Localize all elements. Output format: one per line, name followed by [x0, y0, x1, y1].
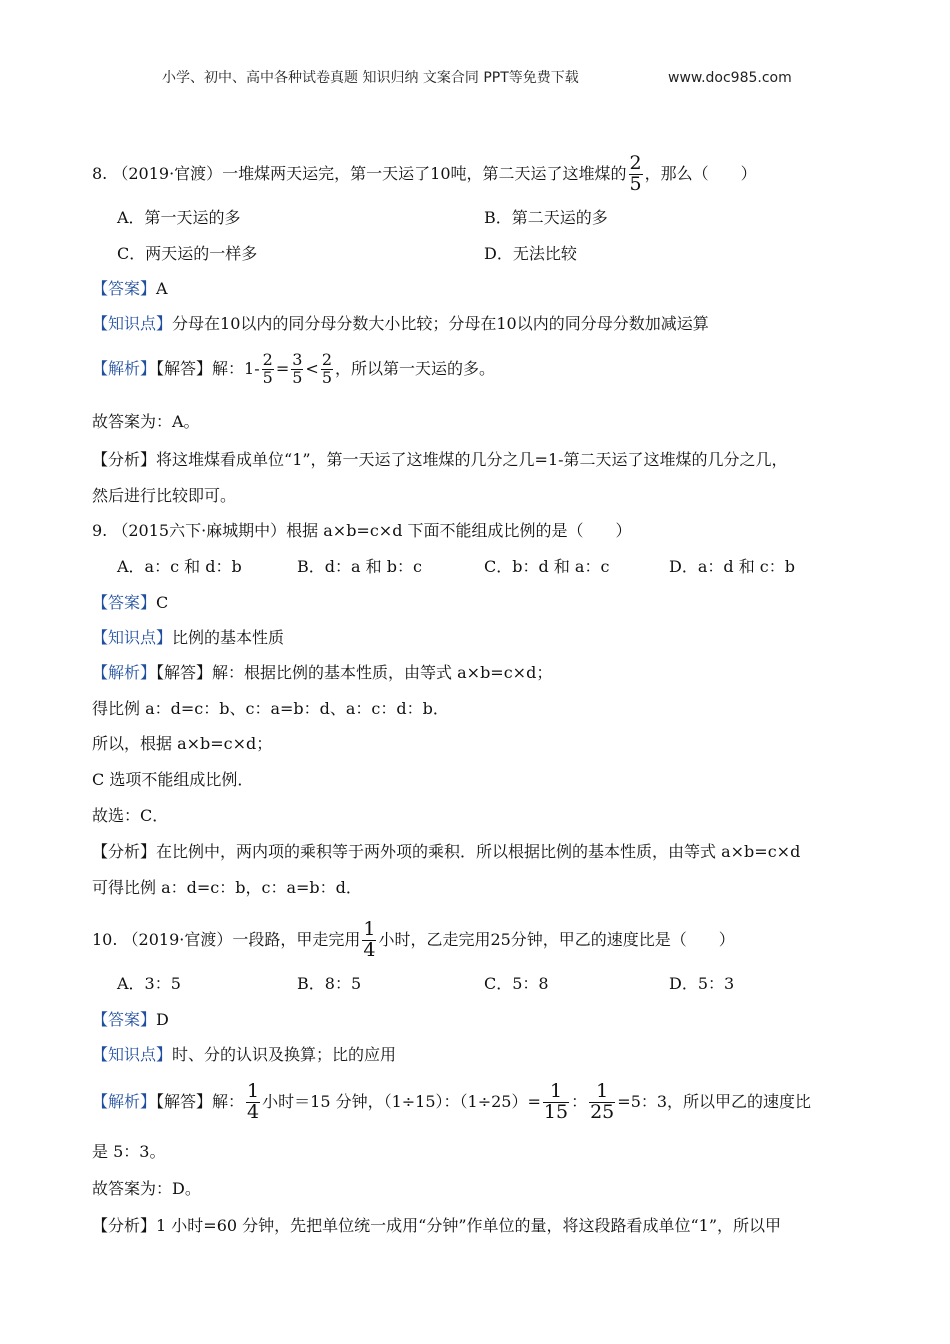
q9-answer — [92, 593, 168, 612]
q8-review-text-1: 将这堆煤看成单位“1”，第一天运了这堆煤的几分之几=1-第二天运了这堆煤的几分之几， — [156, 450, 788, 469]
answer-note-tag: 【解答】 — [156, 1091, 213, 1111]
fraction-denominator: 4 — [363, 938, 376, 961]
q9-option-c: C．b：d 和 a：c — [484, 557, 610, 576]
q8-review-line-1 — [92, 450, 788, 469]
header-url[interactable]: www.doc985.com — [668, 70, 792, 86]
fraction-denominator: 25 — [590, 1100, 615, 1123]
analysis-tag: 【解析】 — [92, 358, 157, 378]
q10-option-b: B．8：5 — [297, 974, 362, 993]
fraction-numerator: 2 — [629, 152, 642, 174]
q8-knowledge — [92, 314, 709, 333]
fraction-denominator: 4 — [247, 1100, 260, 1123]
q10-stem-text: 10. （2019·官渡）一段路，甲走完用 — [92, 929, 361, 949]
fraction-numerator: 1 — [247, 1080, 260, 1102]
q8-review-line-2: 然后进行比较即可。 — [92, 486, 237, 505]
answer-tag: 【答案】 — [92, 1010, 157, 1029]
q9-stem: 9. （2015六下·麻城期中）根据 a×b=c×d 下面不能组成比例的是（ ） — [92, 521, 632, 540]
q10-answer — [92, 1010, 169, 1029]
q10-review-text-1: 1 小时=60 分钟，先把单位统一成用“分钟”作单位的量，将这段路看成单位“1”，所以甲 — [156, 1216, 782, 1235]
answer-note-tag: 【解答】 — [156, 663, 213, 682]
q8-solution-fraction-3 — [321, 352, 333, 387]
fraction-numerator: 3 — [292, 350, 303, 369]
q8-knowledge-text: 分母在10以内的同分母分数大小比较；分母在10以内的同分母分数加减运算 — [172, 314, 709, 333]
q8-answer — [92, 279, 168, 298]
less-than-sign: < — [305, 358, 319, 378]
q8-answer-value: A — [156, 279, 168, 298]
q10-option-c: C．5：8 — [484, 974, 549, 993]
q9-final: 故选：C． — [92, 806, 169, 825]
header-left-text: 小学、初中、高中各种试卷真题 知识归纳 文案合同 PPT等免费下载 — [162, 70, 579, 86]
q10-review-line-1 — [92, 1216, 781, 1235]
fraction-numerator: 1 — [363, 918, 376, 940]
q10-solution-prefix: 解： — [212, 1091, 245, 1111]
q10-solution-end: =5：3，所以甲乙的速度比 — [617, 1091, 812, 1111]
q10-solution-fraction-1 — [246, 1082, 260, 1123]
review-tag: 【分析】 — [92, 1216, 157, 1235]
q8-stem-tail: ，那么（ ） — [644, 163, 757, 183]
knowledge-tag: 【知识点】 — [92, 1045, 173, 1064]
q9-option-d: D．a：d 和 c：b — [669, 557, 795, 576]
answer-note-tag: 【解答】 — [156, 358, 213, 378]
q8-stem-fraction — [629, 154, 643, 195]
q10-answer-value: D — [156, 1010, 169, 1029]
q10-knowledge — [92, 1045, 396, 1064]
q9-knowledge-text: 比例的基本性质 — [172, 628, 285, 647]
fraction-numerator: 1 — [543, 1082, 569, 1103]
q8-option-b: B．第二天运的多 — [484, 208, 608, 227]
q9-knowledge — [92, 628, 284, 647]
q8-option-d: D．无法比较 — [484, 244, 577, 263]
fraction-denominator: 5 — [629, 172, 642, 195]
q8-stem-text: 8. （2019·官渡）一堆煤两天运完，第一天运了10吨，第二天运了这堆煤的 — [92, 163, 627, 183]
q10-stem — [92, 920, 735, 961]
q10-solution — [92, 1082, 811, 1123]
q9-review-line-2: 可得比例 a：d=c：b，c：a=b：d． — [92, 878, 362, 897]
q8-option-c: C．两天运的一样多 — [117, 244, 258, 263]
q8-solution — [92, 352, 495, 387]
knowledge-tag: 【知识点】 — [92, 628, 173, 647]
q9-review-line-1 — [92, 842, 800, 861]
fraction-denominator: 5 — [262, 367, 273, 387]
q10-stem-tail: 小时，乙走完用25分钟，甲乙的速度比是（ ） — [378, 929, 735, 949]
analysis-tag: 【解析】 — [92, 663, 157, 682]
q8-option-a: A．第一天运的多 — [117, 208, 241, 227]
q10-option-a: A．3：5 — [117, 974, 181, 993]
q8-solution-end: ，所以第一天运的多。 — [335, 358, 496, 378]
q8-solution-start: 解：1- — [212, 358, 260, 378]
q9-solution-text-1: 解：根据比例的基本性质，由等式 a×b=c×d； — [212, 663, 553, 682]
q10-stem-fraction — [362, 920, 376, 961]
knowledge-tag: 【知识点】 — [92, 314, 173, 333]
fraction-denominator: 5 — [292, 367, 303, 387]
ratio-colon: ： — [571, 1091, 588, 1111]
q9-solution-line-1 — [92, 663, 552, 682]
fraction-numerator: 2 — [321, 350, 332, 369]
q9-option-b: B．d：a 和 b：c — [297, 557, 422, 576]
q10-solution-fraction-2 — [543, 1082, 569, 1123]
q10-solution-line-2: 是 5：3。 — [92, 1142, 166, 1161]
review-tag: 【分析】 — [92, 842, 157, 861]
q9-answer-value: C — [156, 593, 169, 612]
q10-solution-middle: 小时＝15 分钟，（1÷15）：（1÷25）= — [262, 1091, 541, 1111]
q10-final: 故答案为：D。 — [92, 1179, 201, 1198]
q8-final: 故答案为：A。 — [92, 412, 200, 431]
q8-solution-fraction-2 — [291, 352, 303, 387]
q8-solution-fraction-1 — [262, 352, 274, 387]
q10-knowledge-text: 时、分的认识及换算；比的应用 — [172, 1045, 397, 1064]
q9-solution-line-2: 得比例 a：d=c：b、c：a=b：d、a：c：d：b． — [92, 699, 449, 718]
equals-sign: = — [275, 358, 290, 378]
q9-solution-line-4: C 选项不能组成比例． — [92, 770, 254, 789]
fraction-denominator: 15 — [543, 1100, 569, 1123]
answer-tag: 【答案】 — [92, 593, 157, 612]
q9-option-a: A．a：c 和 d：b — [117, 557, 242, 576]
answer-tag: 【答案】 — [92, 279, 157, 298]
q10-solution-fraction-3 — [589, 1082, 615, 1123]
fraction-denominator: 5 — [321, 367, 332, 387]
analysis-tag: 【解析】 — [92, 1091, 157, 1111]
q9-review-text-1: 在比例中，两内项的乘积等于两外项的乘积．所以根据比例的基本性质，由等式 a×b=c×d — [156, 842, 801, 861]
fraction-numerator: 2 — [262, 350, 273, 369]
q9-solution-line-3: 所以，根据 a×b=c×d； — [92, 734, 273, 753]
q8-stem — [92, 154, 757, 195]
q10-option-d: D．5：3 — [669, 974, 735, 993]
review-tag: 【分析】 — [92, 450, 157, 469]
fraction-numerator: 1 — [589, 1082, 615, 1103]
